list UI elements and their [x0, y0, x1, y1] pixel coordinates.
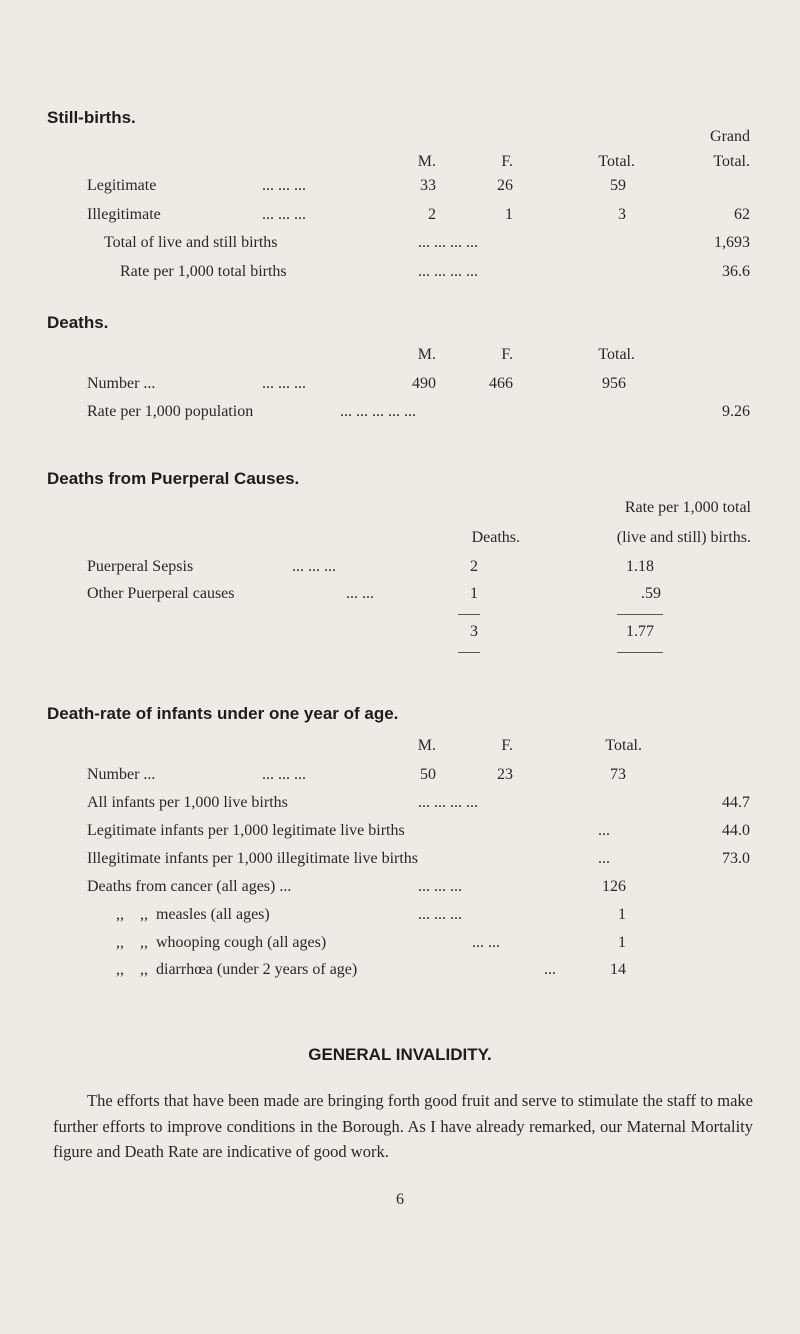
row-leader-dots: ... ... ... [262, 177, 306, 194]
row-label: Puerperal Sepsis [87, 558, 194, 575]
row-leader-dots: ... ... ... ... ... [340, 403, 416, 420]
page-number: 6 [396, 1191, 404, 1208]
deaths-col-m: M. [417, 346, 436, 363]
row-grand: 62 [734, 206, 750, 223]
row-value: 9.26 [722, 403, 750, 420]
row-leader-dots: ... [598, 822, 610, 839]
row-label: All infants per 1,000 live births [87, 794, 288, 811]
row-leader-dots: ... [598, 850, 610, 867]
row-m: 490 [412, 375, 436, 392]
row-m: 50 [420, 766, 436, 783]
row-label: ,, ,, diarrhœa (under 2 years of age) [116, 961, 358, 978]
stillbirths-heading: Still-births. [47, 108, 136, 127]
row-f: 23 [497, 766, 513, 783]
row-label: Number ... [87, 766, 156, 783]
row-value: 44.0 [722, 822, 750, 839]
row-grand: 1,693 [714, 234, 750, 251]
row-total: 126 [602, 878, 626, 895]
infants-heading: Death-rate of infants under one year of age. [47, 704, 399, 723]
infants-col-f: F. [501, 737, 513, 754]
row-label: ,, ,, measles (all ages) [116, 906, 270, 923]
row-total: 59 [610, 177, 626, 194]
row-label: Illegitimate infants per 1,000 illegitimate live births [87, 850, 419, 867]
row-leader-dots: ... ... ... ... [418, 263, 478, 280]
row-label: Legitimate [87, 177, 157, 194]
puerperal-col-deaths: Deaths. [471, 529, 520, 546]
row-total: 73 [610, 766, 626, 783]
row-m: 2 [428, 206, 436, 223]
row-rate: .59 [641, 585, 661, 602]
row-total: 1 [618, 906, 626, 923]
invalidity-paragraph: The efforts that have been made are bringing forth good fruit and serve to stimulate the staff to make further efforts to improve conditions in the Borough. As I have already remarked, our Maternal Mortality figure and Death Rate are indicative of good work. [53, 1091, 753, 1161]
row-label: Rate per 1,000 population [87, 403, 254, 420]
rate-subtotal-rule [617, 614, 663, 615]
stillbirths-col-grand-2: Total. [713, 153, 750, 170]
row-leader-dots: ... ... ... [262, 766, 306, 783]
row-leader-dots: ... ... [346, 585, 374, 602]
deaths-col-total: Total. [598, 346, 635, 363]
row-label: Number ... [87, 375, 156, 392]
row-label: ,, ,, whooping cough (all ages) [116, 934, 327, 951]
row-f: 26 [497, 177, 513, 194]
rate-total-rule [617, 652, 663, 653]
puerperal-heading: Deaths from Puerperal Causes. [47, 469, 300, 488]
infants-col-total: Total. [605, 737, 642, 754]
puerperal-total-deaths: 3 [470, 623, 478, 640]
row-rate: 1.18 [626, 558, 654, 575]
row-leader-dots: ... [544, 961, 556, 978]
row-leader-dots: ... ... [472, 934, 500, 951]
row-leader-dots: ... ... ... [262, 375, 306, 392]
row-leader-dots: ... ... ... ... [418, 234, 478, 251]
puerperal-col-rate-1: Rate per 1,000 total [624, 499, 751, 516]
row-label: Deaths from cancer (all ages) ... [87, 878, 292, 895]
row-leader-dots: ... ... ... ... [418, 794, 478, 811]
stillbirths-col-grand-1: Grand [710, 128, 750, 145]
row-total: 1 [618, 934, 626, 951]
deaths-col-f: F. [501, 346, 513, 363]
row-leader-dots: ... ... ... [262, 206, 306, 223]
row-leader-dots: ... ... ... [418, 906, 462, 923]
stillbirths-col-f: F. [501, 153, 513, 170]
deaths-subtotal-rule [458, 614, 480, 615]
row-total: 956 [602, 375, 626, 392]
row-value: 73.0 [722, 850, 750, 867]
row-grand: 36.6 [722, 263, 750, 280]
invalidity-heading: GENERAL INVALIDITY. [308, 1045, 492, 1064]
row-total: 3 [618, 206, 626, 223]
deaths-heading: Deaths. [47, 313, 109, 332]
row-label: Illegitimate [87, 206, 161, 223]
stillbirths-col-m: M. [417, 153, 436, 170]
deaths-total-rule [458, 652, 480, 653]
row-label: Rate per 1,000 total births [120, 263, 287, 280]
row-f: 466 [489, 375, 513, 392]
row-m: 33 [420, 177, 436, 194]
row-label: Total of live and still births [104, 234, 278, 251]
row-deaths: 2 [470, 558, 478, 575]
infants-col-m: M. [417, 737, 436, 754]
stillbirths-col-total: Total. [598, 153, 635, 170]
row-total: 14 [610, 961, 626, 978]
puerperal-total-rate: 1.77 [626, 623, 654, 640]
row-value: 44.7 [722, 794, 750, 811]
row-leader-dots: ... ... ... [418, 878, 462, 895]
puerperal-col-rate-2: (live and still) births. [616, 529, 751, 546]
row-label: Legitimate infants per 1,000 legitimate live births [87, 822, 405, 839]
row-leader-dots: ... ... ... [292, 558, 336, 575]
row-label: Other Puerperal causes [87, 585, 235, 602]
row-f: 1 [505, 206, 513, 223]
row-deaths: 1 [470, 585, 478, 602]
